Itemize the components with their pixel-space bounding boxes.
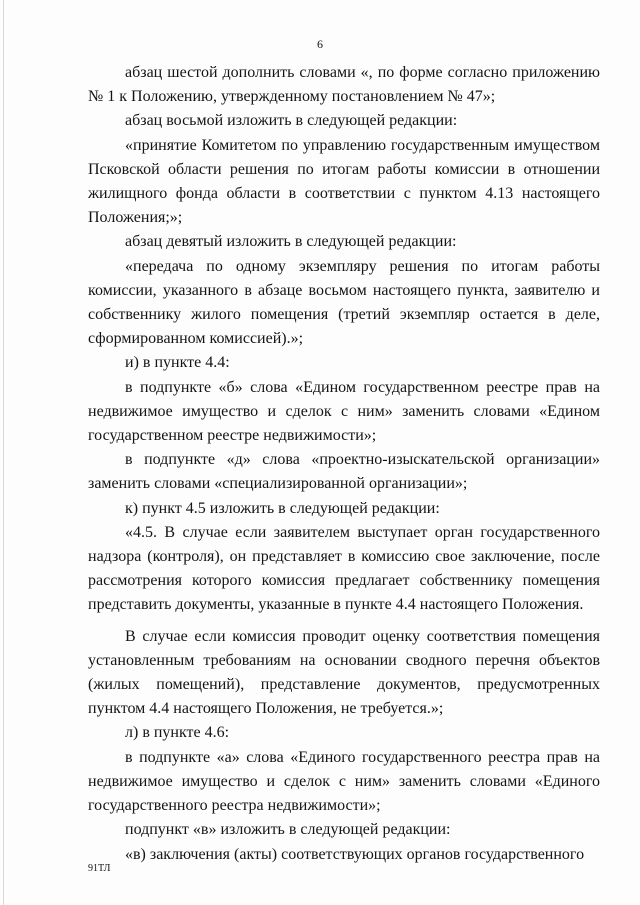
paragraph: абзац шестой дополнить словами «, по форме согласно приложению № 1 к Положению, утвержденному постановлением № 47»; [88, 64, 600, 106]
scan-edge [3, 0, 4, 905]
paragraph: «4.5. В случае если заявителем выступает орган государственного надзора (контроля), он представляет в комиссию свое заключение, после рассмотрения которого комиссия предлагает собственнику помещения представить документы, указанные в пункте 4.4 настоящего Положения. [88, 523, 600, 614]
paragraph: л) в пункте 4.6: [125, 724, 230, 742]
paragraph: в подпункте «д» слова «проектно-изыскательской организации» заменить словами «специализированной организации»; [88, 451, 600, 493]
document-footer-code: 91ТЛ [88, 863, 111, 874]
paragraph: абзац восьмой изложить в следующей редакции: [125, 112, 458, 130]
paragraph: «передача по одному экземпляру решения по итогам работы комиссии, указанного в абзаце восьмом настоящего пункта, заявителю и собственнику жилого помещения (третий экземпляр остается в деле, сформированном комиссией).»; [88, 257, 600, 348]
paragraph: В случае если комиссия проводит оценку соответствия помещения установленным требованиям на основании сводного перечня объектов (жилых помещений), представление документов, предусмотренных пунктом 4.4 настоящего Положения, не требуется.»; [88, 627, 600, 718]
document-body [88, 61, 600, 867]
paragraph: «в) заключения (акты) соответствующих органов государственного [125, 845, 585, 863]
paragraph: подпункт «в» изложить в следующей редакции: [125, 821, 451, 839]
paragraph: в подпункте «а» слова «Единого государственного реестра прав на недвижимое имущество и сделок с ним» заменить словами «Единого государственного реестра недвижимости»; [88, 748, 600, 815]
paragraph: и) в пункте 4.4: [125, 354, 230, 372]
paragraph: к) пункт 4.5 изложить в следующей редакции: [125, 499, 440, 517]
paragraph: абзац девятый изложить в следующей редакции: [125, 233, 457, 251]
paragraph: «принятие Комитетом по управлению государственным имуществом Псковской области решения по итогам работы комиссии в отношении жилищного фонда области в соответствии с пунктом 4.13 настоящего Положения;»; [88, 136, 600, 227]
paragraph: в подпункте «б» слова «Едином государственном реестре прав на недвижимое имущество и сделок с ним» заменить словами «Едином государственном реестре недвижимости»; [88, 378, 600, 445]
page-number: 6 [317, 37, 323, 51]
